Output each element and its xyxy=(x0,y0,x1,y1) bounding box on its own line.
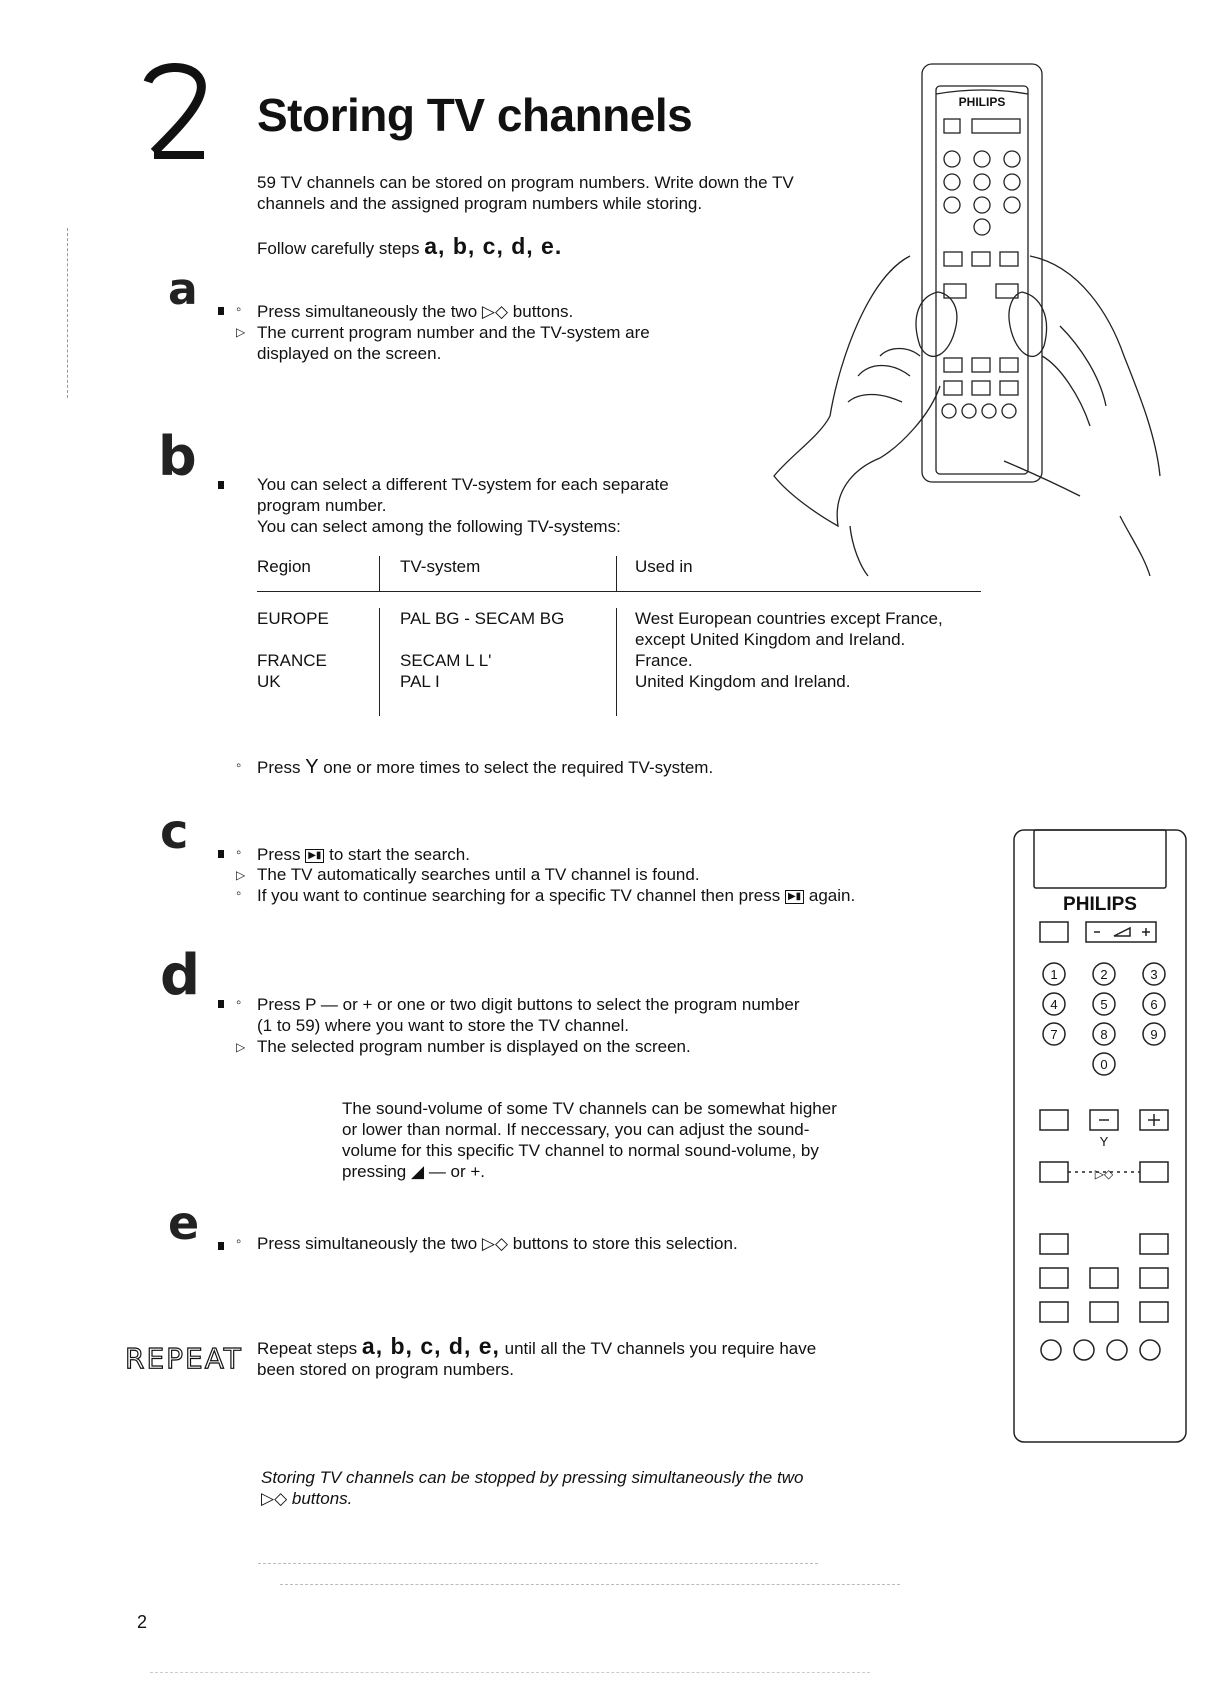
step-d-letter: d xyxy=(160,943,201,1008)
volume-note xyxy=(342,1098,837,1182)
table-cell-region: UK xyxy=(257,672,281,691)
table-cell-system: PAL BG - SECAM BG xyxy=(380,608,617,650)
repeat-prefix: Repeat steps xyxy=(257,1339,358,1358)
bullet-icon: ◦ xyxy=(236,301,242,318)
step-c-line-3-suffix: again. xyxy=(808,886,856,905)
step-a-result-2: displayed on the screen. xyxy=(257,344,442,363)
repeat-steps: a, b, c, d, e, xyxy=(361,1333,500,1359)
remote-digit: 0 xyxy=(1100,1057,1108,1072)
bullet-icon: ◦ xyxy=(236,885,242,902)
table-cell-used: United Kingdom and Ireland. xyxy=(617,671,982,716)
scan-artifact-line xyxy=(280,1584,900,1585)
stop-note-line-1: Storing TV channels can be stopped by pressing simultaneously the two xyxy=(261,1468,804,1487)
step-b-press-prefix: Press xyxy=(257,758,301,777)
step-c-line-1-suffix: to start the search. xyxy=(329,845,470,864)
repeat-line-2: been stored on program numbers. xyxy=(257,1360,515,1379)
antenna-icon: Υ xyxy=(305,756,319,778)
up-down-buttons-icon: ▷◇ xyxy=(481,302,509,321)
step-c-line-1 xyxy=(257,844,470,865)
repeat-label: REPEAT xyxy=(125,1342,243,1375)
step-b-line-2: program number. xyxy=(257,496,387,515)
scan-artifact-line xyxy=(258,1563,818,1564)
bullet-icon: ◦ xyxy=(236,757,242,774)
step-e-line-1 xyxy=(257,1233,738,1254)
step-c-line-3 xyxy=(257,885,855,906)
result-arrow-icon: ▷ xyxy=(236,1040,246,1054)
remote-brand-small: PHILIPS xyxy=(958,95,1006,109)
step-e-line-1-suffix: buttons to store this selection. xyxy=(512,1234,738,1253)
table-cell-region: FRANCE xyxy=(257,651,327,670)
volume-icon: ◢ xyxy=(411,1162,425,1181)
step-b-line-3: You can select among the following TV-systems: xyxy=(257,517,621,536)
follow-steps-line xyxy=(257,233,563,259)
step-a-result-1: The current program number and the TV-system are xyxy=(257,323,650,342)
volume-note-line: The sound-volume of some TV channels can be somewhat higher xyxy=(342,1099,837,1118)
table-cell-used xyxy=(617,608,982,650)
step-c-line-1-prefix: Press xyxy=(257,845,301,864)
up-down-buttons-icon: ▷◇ xyxy=(481,1234,509,1253)
remote-control-diagram xyxy=(1010,826,1190,1446)
table-cell-used-line: except United Kingdom and Ireland. xyxy=(635,630,906,649)
search-button-icon: ▶▮ xyxy=(785,890,804,904)
result-arrow-icon: ▷ xyxy=(236,868,246,882)
step-e-marker xyxy=(218,1242,224,1250)
step-d-result-1: The selected program number is displayed on the screen. xyxy=(257,1037,691,1056)
up-down-buttons-icon: ▷◇ xyxy=(1094,1167,1114,1181)
step-c-result-1: The TV automatically searches until a TV channel is found. xyxy=(257,865,700,884)
table-row xyxy=(257,650,981,671)
hands-remote-svg xyxy=(760,56,1200,586)
stop-note xyxy=(261,1467,803,1509)
margin-line xyxy=(67,228,69,398)
page-title: Storing TV channels xyxy=(257,89,693,141)
table-cell-system: SECAM L L' xyxy=(380,650,617,671)
remote-digit: 7 xyxy=(1050,1027,1058,1042)
table-header-region: Region xyxy=(257,557,311,576)
table-header-used: Used in xyxy=(617,556,982,592)
step-d-marker xyxy=(218,1000,224,1008)
remote-digit: 9 xyxy=(1150,1027,1158,1042)
step-b-letter: b xyxy=(158,425,197,488)
repeat-suffix: until all the TV channels you require have xyxy=(504,1339,817,1358)
remote-digit: 2 xyxy=(1100,967,1108,982)
step-a-line-1 xyxy=(257,301,573,322)
step-b-press-line xyxy=(257,757,713,778)
step-e-letter: e xyxy=(168,1196,200,1250)
volume-note-suffix: — or +. xyxy=(428,1162,486,1181)
remote-svg xyxy=(1010,826,1190,1446)
step-e-line-1-prefix: Press simultaneously the two xyxy=(257,1234,478,1253)
table-row xyxy=(257,671,981,716)
volume-note-line: or lower than normal. If neccessary, you can adjust the sound- xyxy=(342,1120,810,1139)
step-d-line-2: (1 to 59) where you want to store the TV channel. xyxy=(257,1016,630,1035)
up-down-buttons-icon: ▷◇ xyxy=(261,1489,288,1508)
table-cell-used-line: West European countries except France, xyxy=(635,609,943,628)
chapter-number xyxy=(140,56,220,166)
antenna-icon: Υ xyxy=(1099,1134,1109,1149)
result-arrow-icon: ▷ xyxy=(236,325,246,339)
table-row xyxy=(257,608,981,650)
remote-digit: 6 xyxy=(1150,997,1158,1012)
intro-line-2: channels and the assigned program numbers while storing. xyxy=(257,194,703,213)
bullet-icon: ◦ xyxy=(236,994,242,1011)
stop-note-line-2 xyxy=(261,1488,803,1509)
volume-note-prefix: pressing xyxy=(342,1162,407,1181)
step-c-marker xyxy=(218,850,224,858)
table-cell-region: EUROPE xyxy=(257,609,329,628)
step-a-line-1-prefix: Press simultaneously the two xyxy=(257,302,478,321)
bullet-icon: ◦ xyxy=(236,1233,242,1250)
table-cell-used: France. xyxy=(617,650,982,671)
step-a-line-1-suffix: buttons. xyxy=(512,302,574,321)
page-number: 2 xyxy=(137,1612,148,1632)
remote-digit: 1 xyxy=(1050,967,1058,982)
remote-digit: 4 xyxy=(1050,997,1058,1012)
table-cell-system: PAL I xyxy=(380,671,617,716)
step-b-marker xyxy=(218,481,224,489)
follow-steps-prefix: Follow carefully steps xyxy=(257,239,420,258)
remote-digit: 3 xyxy=(1150,967,1158,982)
follow-steps-letters: a, b, c, d, e. xyxy=(424,233,563,259)
volume-note-line: volume for this specific TV channel to normal sound-volume, by xyxy=(342,1141,819,1160)
step-c-line-3-prefix: If you want to continue searching for a specific TV channel then press xyxy=(257,886,781,905)
remote-digit: 8 xyxy=(1100,1027,1108,1042)
step-b-press-suffix: one or more times to select the required TV-system. xyxy=(323,758,714,777)
table-header-system: TV-system xyxy=(380,556,617,592)
stop-note-line-2-text: buttons. xyxy=(291,1489,353,1508)
hands-remote-illustration xyxy=(760,56,1200,586)
step-d-line-1: Press P — or + or one or two digit buttons to select the program number xyxy=(257,995,800,1014)
remote-brand: PHILIPS xyxy=(1063,894,1137,915)
step-a-letter: a xyxy=(168,264,198,315)
step-c-letter: c xyxy=(160,804,189,860)
bullet-icon: ◦ xyxy=(236,844,242,861)
repeat-line-1 xyxy=(257,1333,817,1359)
search-button-icon: ▶▮ xyxy=(305,849,324,863)
step-a-marker xyxy=(218,307,224,315)
volume-note-line xyxy=(342,1161,837,1182)
remote-digit: 5 xyxy=(1100,997,1108,1012)
scan-artifact-line xyxy=(150,1672,870,1673)
step-b-line-1: You can select a different TV-system for each separate xyxy=(257,475,669,494)
intro-line-1: 59 TV channels can be stored on program numbers. Write down the TV xyxy=(257,173,794,192)
